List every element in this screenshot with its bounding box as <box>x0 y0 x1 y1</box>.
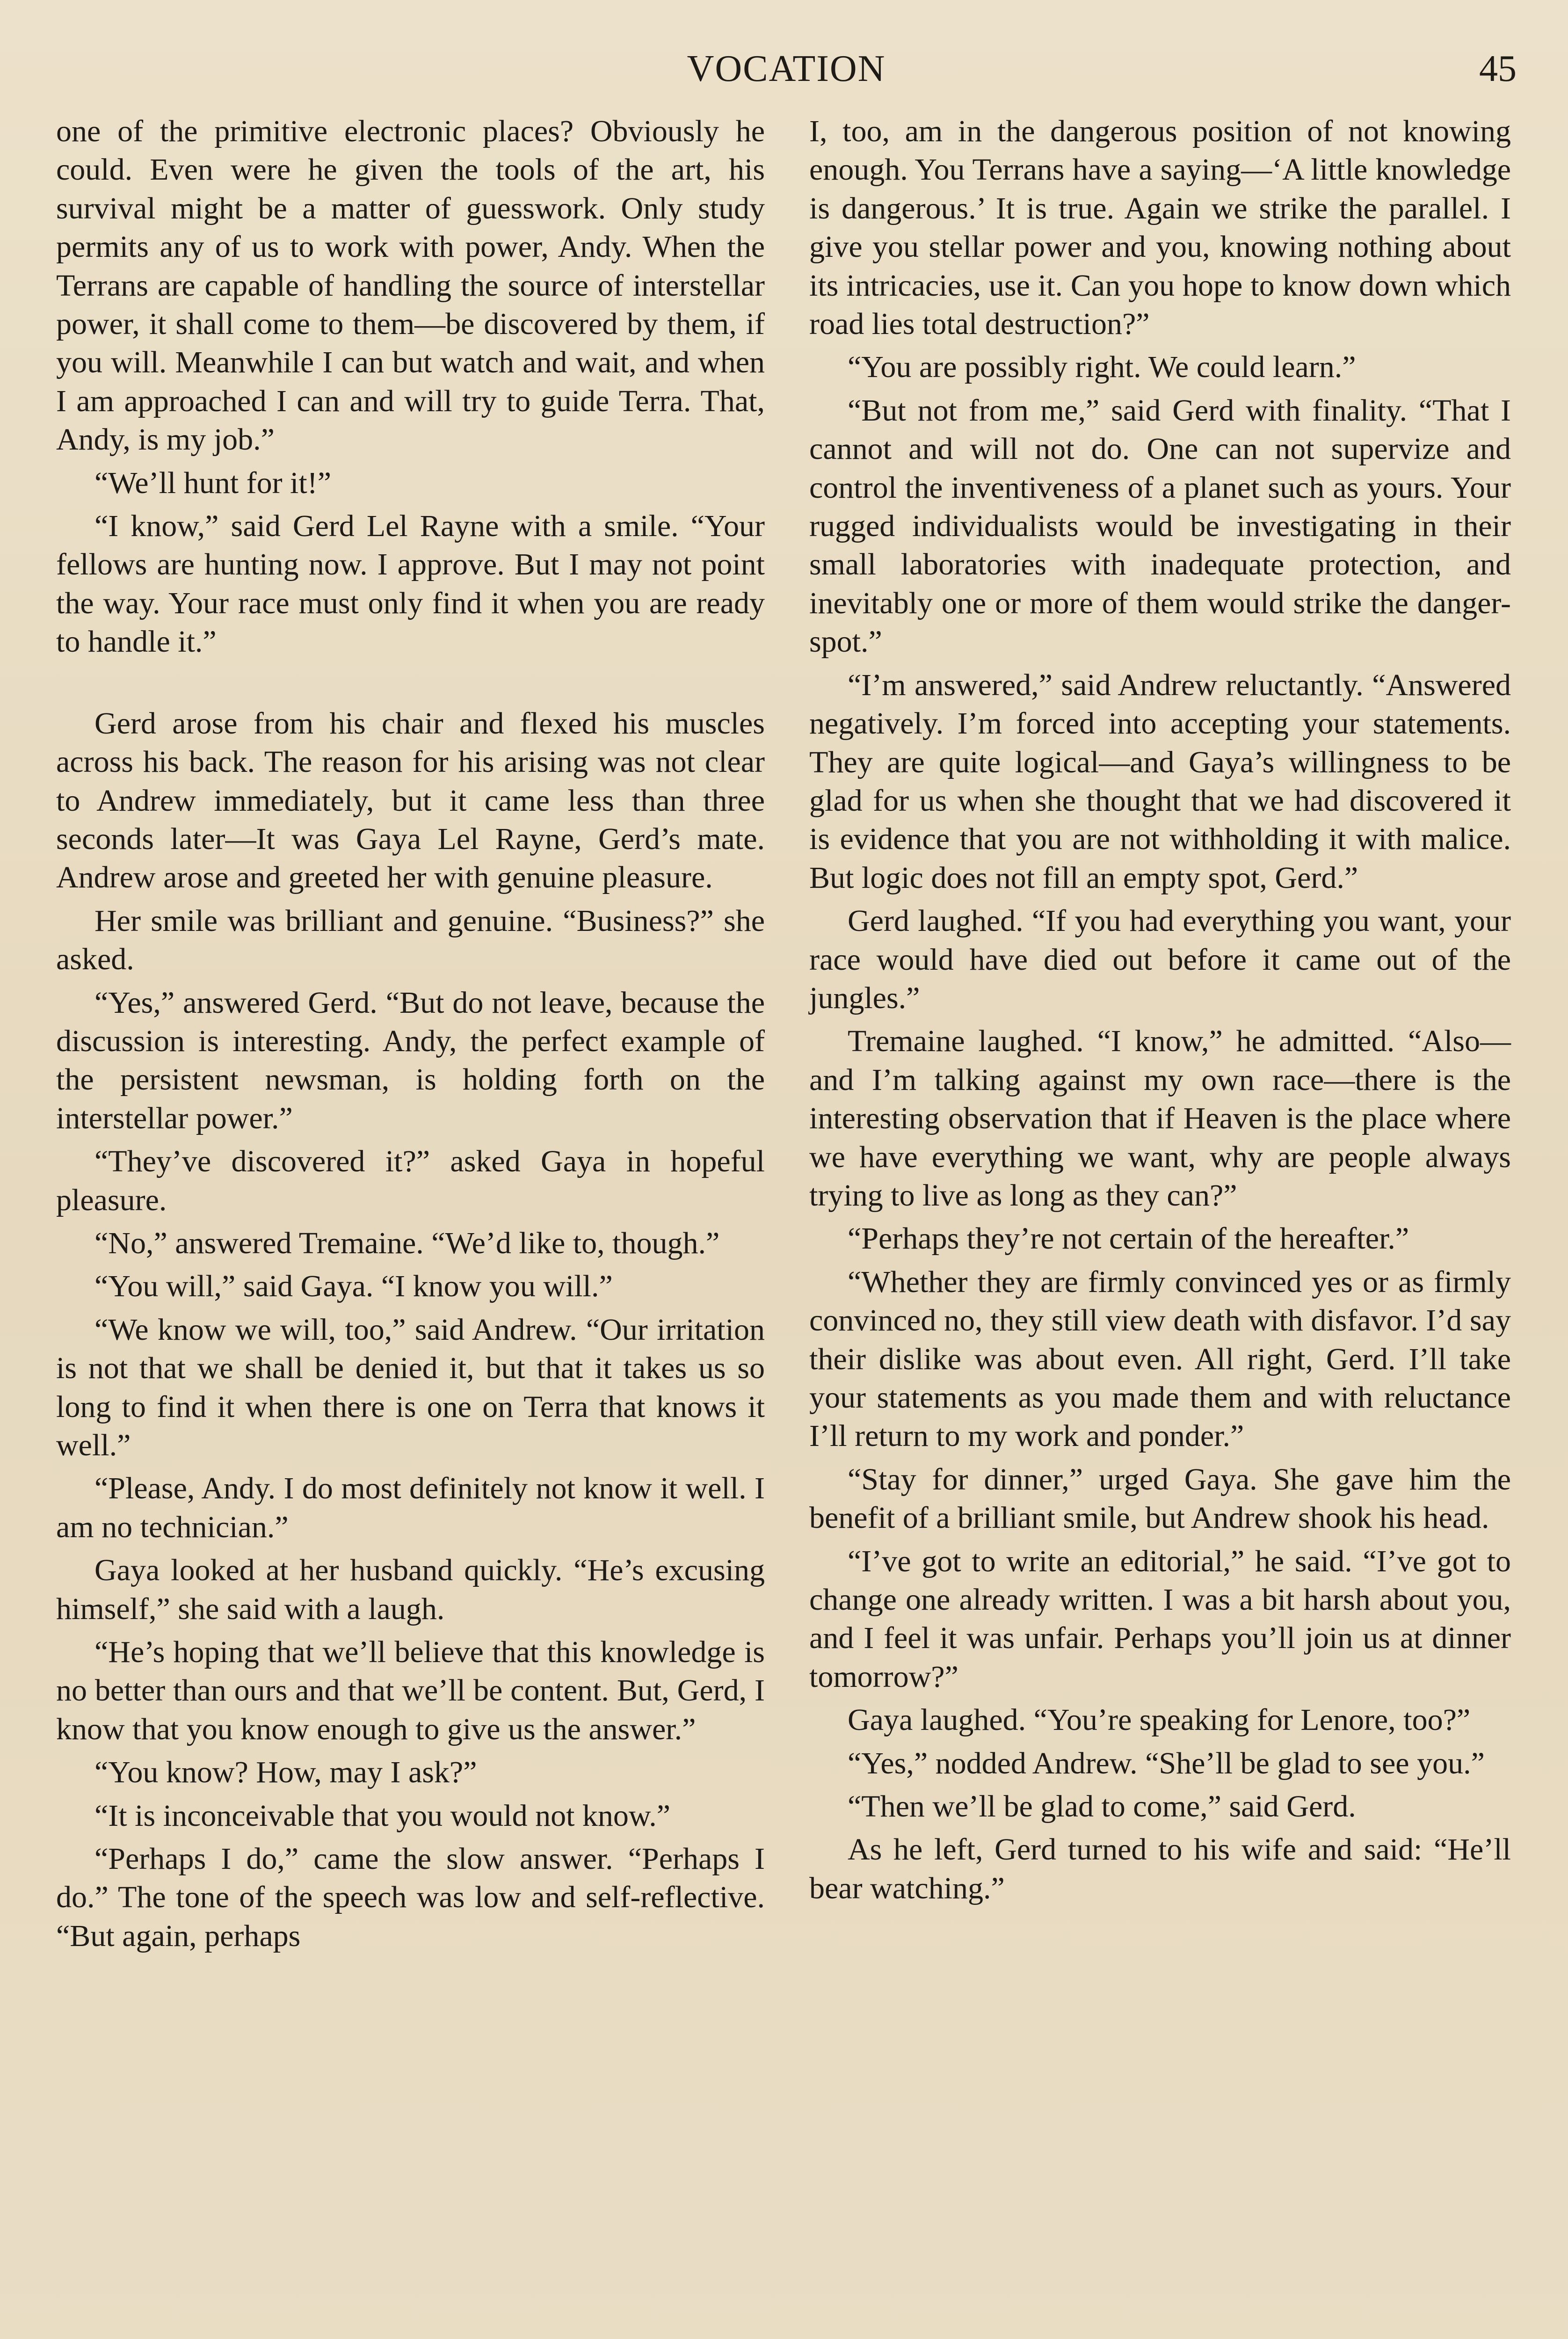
paragraph: “Stay for dinner,” urged Gaya. She gave him the benefit of a brilliant smile, but Andrew shook his head. <box>809 1462 1511 1535</box>
paragraph: “No,” answered Tremaine. “We’d like to, though.” <box>94 1226 720 1260</box>
paragraph: Tremaine laughed. “I know,” he admitted. “Also—and I’m talking against my own race—there is the interesting observation that if Heaven is the place where we have everything we want, why are people always trying to live as long as they can?” <box>809 1024 1511 1213</box>
paragraph: “Yes,” answered Gerd. “But do not leave, because the discussion is interesting. Andy, the perfect example of the persistent newsman, is holding forth on the interstellar power.” <box>56 985 765 1135</box>
paragraph: “I know,” said Gerd Lel Rayne with a smile. “Your fellows are hunting now. I approve. But I may not point the way. Your race must only find it when you are ready to handle it.” <box>56 509 765 659</box>
paragraph: “Whether they are firmly convinced yes or as firmly convinced no, they still view death with disfavor. I’d say their dislike was about even. All right, Gerd. I’ll take your statements as you made them and with reluctance I’ll return to my work and ponder.” <box>809 1264 1511 1453</box>
page-number: 45 <box>1479 48 1517 89</box>
right-column <box>809 112 1511 1912</box>
paragraph: “I’ve got to write an editorial,” he said. “I’ve got to change one already written. I was a bit harsh about you, and I feel it was unfair. Perhaps you’ll join us at dinner tomorrow?” <box>809 1544 1511 1694</box>
paragraph: Her smile was brilliant and genuine. “Business?” she asked. <box>56 903 765 977</box>
paragraph: Gaya looked at her husband quickly. “He’s excusing himself,” she said with a laugh. <box>56 1553 765 1626</box>
running-title: VOCATION <box>687 48 886 89</box>
paragraph: “Yes,” nodded Andrew. “She’ll be glad to see you.” <box>848 1746 1485 1780</box>
paragraph: As he left, Gerd turned to his wife and said: “He’ll bear watching.” <box>809 1832 1511 1905</box>
paragraph: “Please, Andy. I do most definitely not know it well. I am no technician.” <box>56 1471 765 1544</box>
paragraph: Gerd laughed. “If you had everything you want, your race would have died out before it came out of the jungles.” <box>809 904 1511 1015</box>
left-column <box>56 112 765 1960</box>
paragraph: “You know? How, may I ask?” <box>94 1755 477 1790</box>
page-header <box>56 43 1517 94</box>
paragraph: “We know we will, too,” said Andrew. “Our irritation is not that we shall be denied it, but that it takes us so long to find it when there is one on Terra that knows it well.” <box>56 1312 765 1462</box>
paragraph: Gerd arose from his chair and flexed his muscles across his back. The reason for his arising was not clear to Andrew immediately, but it came less than three seconds later—It was Gaya Lel Rayne, Gerd’s mate. Andrew arose and greeted her with genuine pleasure. <box>56 706 765 895</box>
paragraph: I, too, am in the dangerous position of not knowing enough. You Terrans have a saying—‘A little knowledge is dangerous.’ It is true. Again we strike the parallel. I give you stellar power and you, knowing nothing about its intricacies, use it. Can you hope to know down which road lies total destruction?” <box>809 114 1511 341</box>
paragraph: “You are possibly right. We could learn.” <box>848 350 1356 385</box>
paragraph: “Perhaps they’re not certain of the hereafter.” <box>848 1221 1409 1256</box>
paragraph: “He’s hoping that we’ll believe that this knowledge is no better than ours and that we’ll be content. But, Gerd, I know that you know enough to give us the answer.” <box>56 1635 765 1746</box>
paragraph: “I’m answered,” said Andrew reluctantly. “Answered negatively. I’m forced into accepting your statements. They are quite logical—and Gaya’s willingness to be glad for us when she thought that we had discovered it is evidence that you are not withholding it with malice. But logic does not fill an empty spot, Gerd.” <box>809 668 1511 895</box>
paragraph: “They’ve discovered it?” asked Gaya in hopeful pleasure. <box>56 1144 765 1217</box>
paragraph: “Then we’ll be glad to come,” said Gerd. <box>848 1789 1356 1824</box>
paragraph: “We’ll hunt for it!” <box>94 465 331 500</box>
paragraph: “It is inconceivable that you would not know.” <box>94 1798 671 1833</box>
paragraph: “But not from me,” said Gerd with finality. “That I cannot and will not do. One can not supervize and control the inventiveness of a planet such as yours. Your rugged individualists would be investigating in their small laboratories with inadequate protection, and inevitably one or more of them would strike the danger-spot.” <box>809 393 1511 659</box>
paragraph: “Perhaps I do,” came the slow answer. “Perhaps I do.” The tone of the speech was low and self-reflective. “But again, perhaps <box>56 1842 765 1953</box>
paragraph: “You will,” said Gaya. “I know you will.” <box>94 1269 613 1304</box>
paragraph: one of the primitive electronic places? Obviously he could. Even were he given the tools of the art, his survival might be a matter of guesswork. Only study permits any of us to work with power, Andy. When the Terrans are capable of handling the source of interstellar power, it shall come to them—be discovered by them, if you will. Meanwhile I can but watch and wait, and when I am approached I can and will try to guide Terra. That, Andy, is my job.” <box>56 114 765 457</box>
paragraph: Gaya laughed. “You’re speaking for Lenore, too?” <box>848 1703 1471 1737</box>
